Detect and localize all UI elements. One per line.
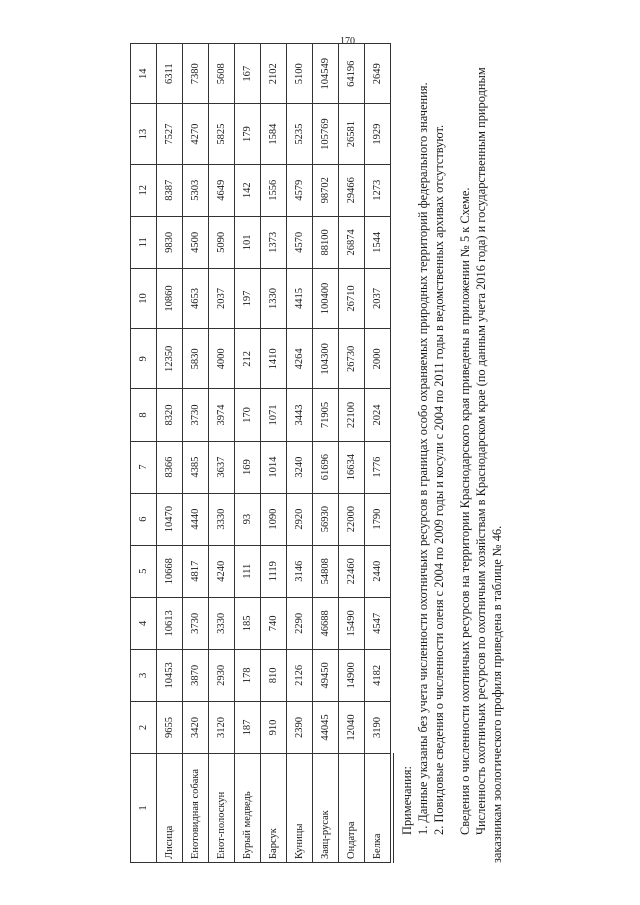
- population-cell: 1014: [261, 441, 287, 493]
- population-cell: 22000: [339, 493, 365, 545]
- population-cell: 197: [235, 268, 261, 328]
- population-cell: 8366: [157, 441, 183, 493]
- table-row: [235, 43, 261, 862]
- population-cell: 14900: [339, 649, 365, 701]
- column-header: 3: [131, 649, 157, 701]
- population-cell: 4270: [183, 103, 209, 163]
- population-cell: 185: [235, 597, 261, 649]
- column-header: 7: [131, 441, 157, 493]
- table-row: [183, 43, 209, 862]
- column-header: 1: [131, 753, 157, 862]
- population-cell: 3190: [365, 701, 391, 753]
- population-cell: 100400: [313, 268, 339, 328]
- population-cell: 3330: [209, 597, 235, 649]
- population-cell: 1273: [365, 164, 391, 216]
- population-cell: 1584: [261, 103, 287, 163]
- population-cell: 3443: [287, 388, 313, 440]
- population-cell: 2000: [365, 328, 391, 388]
- wildlife-population-table: [130, 43, 391, 863]
- population-cell: 104549: [313, 43, 339, 103]
- population-cell: 3730: [183, 388, 209, 440]
- population-cell: 4547: [365, 597, 391, 649]
- table-row: [365, 43, 391, 862]
- species-name-cell: Куницы: [287, 753, 313, 862]
- paragraph-1: Сведения о численности охотничьих ресурсов на территории Краснодарского края приведены в приложении № 5 к Схеме.: [458, 187, 472, 835]
- population-cell: 49450: [313, 649, 339, 701]
- population-cell: 910: [261, 701, 287, 753]
- species-name-cell: Лисица: [157, 753, 183, 862]
- population-cell: 2126: [287, 649, 313, 701]
- population-cell: 2102: [261, 43, 287, 103]
- population-cell: 3974: [209, 388, 235, 440]
- population-cell: 29466: [339, 164, 365, 216]
- population-cell: 10470: [157, 493, 183, 545]
- population-cell: 2920: [287, 493, 313, 545]
- note-2: 2. Повидовые сведения о численности оленя с 2004 по 2009 годы и косули с 2004 по 2011 годы в ведомственных архивах отсутствуют.: [432, 124, 446, 835]
- species-name-cell: Енотовидная собака: [183, 753, 209, 862]
- column-header: 5: [131, 545, 157, 597]
- table-row: [157, 43, 183, 862]
- species-name-cell: Барсук: [261, 753, 287, 862]
- population-cell: 3870: [183, 649, 209, 701]
- table-row: [287, 43, 313, 862]
- table-row: [261, 43, 287, 862]
- species-name-cell: Енот-полоскун: [209, 753, 235, 862]
- species-name-cell: Белка: [365, 753, 391, 862]
- notes-divider: [393, 753, 394, 863]
- population-cell: 8387: [157, 164, 183, 216]
- population-cell: 170: [235, 388, 261, 440]
- population-cell: 1790: [365, 493, 391, 545]
- table-row: [209, 43, 235, 862]
- population-cell: 2649: [365, 43, 391, 103]
- population-cell: 4264: [287, 328, 313, 388]
- table-body: [157, 43, 391, 862]
- population-cell: 4385: [183, 441, 209, 493]
- population-cell: 2440: [365, 545, 391, 597]
- population-cell: 111: [235, 545, 261, 597]
- population-cell: 15490: [339, 597, 365, 649]
- population-cell: 3240: [287, 441, 313, 493]
- population-cell: 93: [235, 493, 261, 545]
- population-cell: 740: [261, 597, 287, 649]
- population-cell: 1929: [365, 103, 391, 163]
- species-name-cell: Ондатра: [339, 753, 365, 862]
- population-cell: 2024: [365, 388, 391, 440]
- population-cell: 10613: [157, 597, 183, 649]
- population-cell: 4182: [365, 649, 391, 701]
- population-cell: 1119: [261, 545, 287, 597]
- population-cell: 5825: [209, 103, 235, 163]
- population-cell: 44045: [313, 701, 339, 753]
- notes-block: [393, 43, 505, 863]
- population-cell: 4649: [209, 164, 235, 216]
- rotated-content: [60, 43, 580, 863]
- population-cell: 4415: [287, 268, 313, 328]
- population-cell: 3637: [209, 441, 235, 493]
- population-cell: 8320: [157, 388, 183, 440]
- population-cell: 1090: [261, 493, 287, 545]
- population-cell: 12350: [157, 328, 183, 388]
- population-cell: 1410: [261, 328, 287, 388]
- paragraph-2: Численность охотничьих ресурсов по охотничьим хозяйствам в Краснодарском крае (по данным учета 2016 года) и государственным природным заказникам зоологического профиля приведена в таблице № 46.: [474, 66, 504, 863]
- population-cell: 179: [235, 103, 261, 163]
- population-cell: 105769: [313, 103, 339, 163]
- population-cell: 3120: [209, 701, 235, 753]
- population-cell: 5608: [209, 43, 235, 103]
- population-cell: 46688: [313, 597, 339, 649]
- column-header: 2: [131, 701, 157, 753]
- population-cell: 3330: [209, 493, 235, 545]
- column-header: 8: [131, 388, 157, 440]
- population-cell: 4579: [287, 164, 313, 216]
- population-cell: 3420: [183, 701, 209, 753]
- column-header: 12: [131, 164, 157, 216]
- population-cell: 71905: [313, 388, 339, 440]
- population-cell: 810: [261, 649, 287, 701]
- population-cell: 5303: [183, 164, 209, 216]
- population-cell: 2037: [209, 268, 235, 328]
- population-cell: 142: [235, 164, 261, 216]
- population-cell: 2290: [287, 597, 313, 649]
- population-cell: 10860: [157, 268, 183, 328]
- column-header: 6: [131, 493, 157, 545]
- population-cell: 22460: [339, 545, 365, 597]
- population-cell: 1544: [365, 216, 391, 268]
- population-cell: 4653: [183, 268, 209, 328]
- note-1: 1. Данные указаны без учета численности охотничьих ресурсов в границах особо охраняемых природных территорий федерального значения.: [416, 81, 430, 835]
- column-header: 13: [131, 103, 157, 163]
- population-cell: 104300: [313, 328, 339, 388]
- population-cell: 1776: [365, 441, 391, 493]
- page-number: 170: [340, 36, 355, 47]
- population-cell: 101: [235, 216, 261, 268]
- table-row: [313, 43, 339, 862]
- population-cell: 10668: [157, 545, 183, 597]
- population-cell: 9830: [157, 216, 183, 268]
- population-cell: 169: [235, 441, 261, 493]
- population-cell: 4817: [183, 545, 209, 597]
- population-cell: 3730: [183, 597, 209, 649]
- population-cell: 54808: [313, 545, 339, 597]
- population-cell: 5090: [209, 216, 235, 268]
- column-header: 11: [131, 216, 157, 268]
- population-cell: 4440: [183, 493, 209, 545]
- population-cell: 22100: [339, 388, 365, 440]
- population-cell: 4570: [287, 216, 313, 268]
- population-cell: 2930: [209, 649, 235, 701]
- population-cell: 98702: [313, 164, 339, 216]
- species-name-cell: Бурый медведь: [235, 753, 261, 862]
- population-cell: 56930: [313, 493, 339, 545]
- population-cell: 64196: [339, 43, 365, 103]
- population-cell: 1071: [261, 388, 287, 440]
- species-name-cell: Заяц-русак: [313, 753, 339, 862]
- population-cell: 2390: [287, 701, 313, 753]
- population-cell: 167: [235, 43, 261, 103]
- population-cell: 4240: [209, 545, 235, 597]
- population-cell: 61696: [313, 441, 339, 493]
- population-cell: 26581: [339, 103, 365, 163]
- population-cell: 4500: [183, 216, 209, 268]
- population-cell: 3146: [287, 545, 313, 597]
- population-cell: 5235: [287, 103, 313, 163]
- population-cell: 16634: [339, 441, 365, 493]
- population-cell: 5100: [287, 43, 313, 103]
- column-header: 10: [131, 268, 157, 328]
- column-header: 14: [131, 43, 157, 103]
- population-cell: 26730: [339, 328, 365, 388]
- population-cell: 10453: [157, 649, 183, 701]
- population-cell: 6311: [157, 43, 183, 103]
- column-header: 9: [131, 328, 157, 388]
- population-cell: 2037: [365, 268, 391, 328]
- population-cell: 26710: [339, 268, 365, 328]
- population-cell: 4000: [209, 328, 235, 388]
- population-cell: 88100: [313, 216, 339, 268]
- population-cell: 1556: [261, 164, 287, 216]
- population-cell: 212: [235, 328, 261, 388]
- population-cell: 26874: [339, 216, 365, 268]
- population-cell: 7380: [183, 43, 209, 103]
- population-cell: 7527: [157, 103, 183, 163]
- population-cell: 1373: [261, 216, 287, 268]
- population-cell: 5830: [183, 328, 209, 388]
- notes-title: Примечания:: [400, 765, 414, 835]
- population-cell: 187: [235, 701, 261, 753]
- population-cell: 1330: [261, 268, 287, 328]
- population-cell: 178: [235, 649, 261, 701]
- table-header-row: [131, 43, 157, 862]
- column-header: 4: [131, 597, 157, 649]
- table-row: [339, 43, 365, 862]
- population-cell: 9655: [157, 701, 183, 753]
- population-cell: 12040: [339, 701, 365, 753]
